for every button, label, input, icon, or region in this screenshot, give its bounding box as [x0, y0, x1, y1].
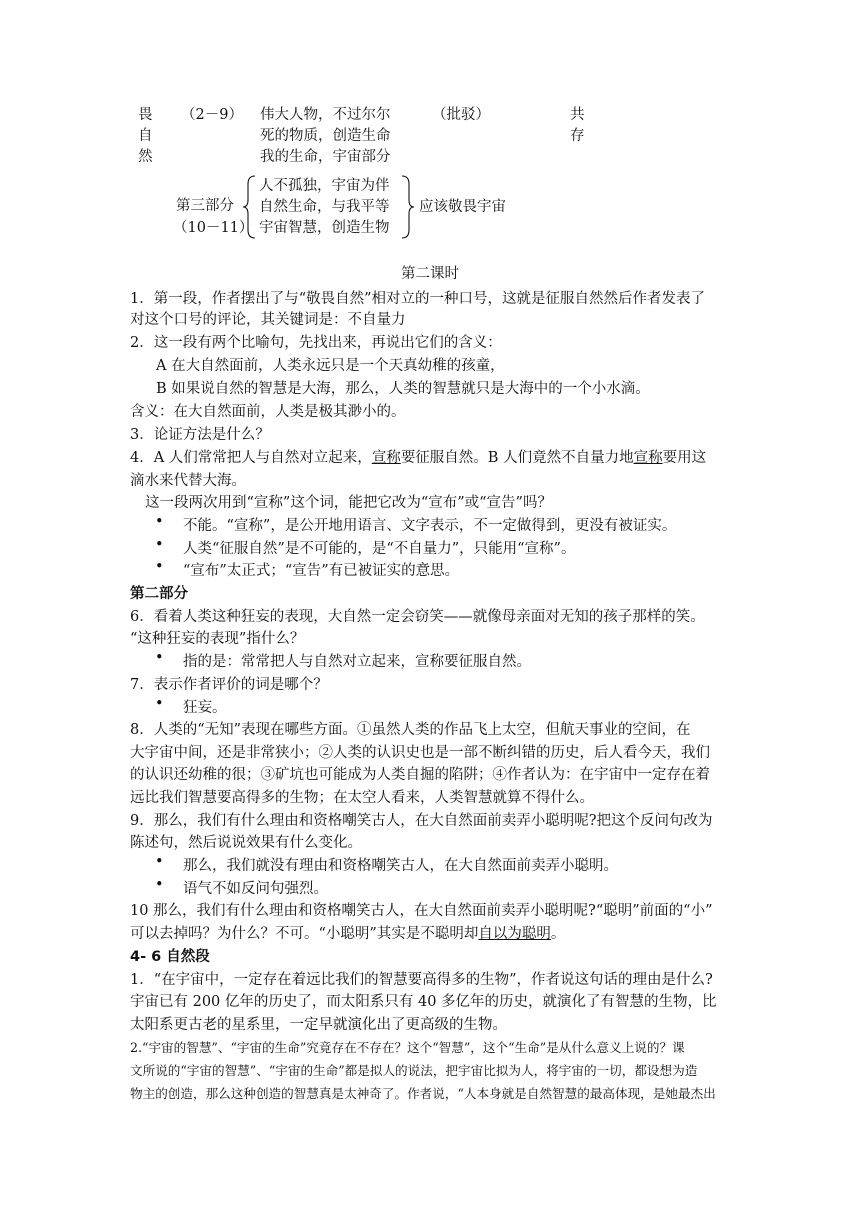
outline-col-3: [260, 105, 391, 168]
bullet-icon: •: [155, 854, 164, 870]
q6-line-1: 6．看着人类这种狂妄的表现，大自然一定会窃笑——就像母亲面对无知的孩子那样的笑。: [130, 609, 705, 625]
q9-line-1: 9．那么，我们有什么理由和资格嘲笑古人，在大自然面前卖弄小聪明呢?把这个反问句改为: [130, 813, 713, 829]
part3-title: 第三部分: [176, 198, 234, 214]
q8-line-4: 远比我们智慧要高得多的生物；在太空人看来，人类智慧就算不得什么。: [130, 790, 594, 806]
underlined-word: 宣称: [371, 450, 401, 466]
answer-bullet: 指的是：常常把人与自然对立起来，宣称要征服自然。: [183, 654, 531, 670]
q10-line-1: 10 那么，我们有什么理由和资格嘲笑古人，在大自然面前卖弄小聪明呢?“聪明”前面的“小”: [130, 903, 713, 919]
bullet-icon: •: [155, 877, 164, 893]
q10-line-2: [130, 922, 730, 943]
m1-line-1: 1．“在宇宙中，一定存在着远比我们的智慧要高得多的生物”，作者说这句话的理由是什么?: [130, 972, 713, 988]
m2-line-2: 文所说的“宇宙的智慧”、“宇宙的生命”都是拟人的说法，把宇宙比拟为人，将宇宙的一切，都设想为造: [130, 1063, 698, 1078]
right-brace-icon: [400, 174, 416, 240]
answer-bullet: 狂妄。: [183, 700, 227, 716]
section-heading: 4- 6 自然段: [130, 949, 210, 965]
answer-bullet: 人类“征服自然”是不可能的，是“不自量力”，只能用“宣称”。: [183, 541, 576, 557]
part3-items: [259, 176, 390, 239]
outline-char: 自: [138, 128, 153, 144]
q4-text: 要征服自然。B 人们竟然不自量力地: [400, 450, 634, 466]
answer-bullet: “宣布”太正式；“宣告”有已被证实的意思。: [183, 563, 460, 579]
answer-bullet: 不能。“宣称”，是公开地用语言、文字表示，不一定做得到，更没有被证实。: [183, 518, 677, 534]
outline-col-1: [138, 105, 153, 168]
q4-text: 4．A 人们常常把人与自然对立起来，: [130, 450, 372, 466]
outline-char: 畏: [138, 107, 153, 123]
part3-item: 自然生命，与我平等: [259, 199, 390, 215]
q10-text: 。: [550, 926, 566, 942]
q1-line-1: 1．第一段，作者摆出了与“敬畏自然”相对立的一种口号，这就是征服自然然后作者发表了: [130, 291, 706, 307]
answer-bullet: 那么，我们就没有理由和资格嘲笑古人，在大自然面前卖弄小聪明。: [183, 858, 618, 874]
lesson-title: 第二课时: [401, 266, 459, 282]
q2-metaphor-b: B 如果说自然的智慧是大海，那么，人类的智慧就只是大海中的一个小水滴。: [156, 381, 650, 397]
outline-range: （2－9）: [181, 107, 243, 123]
q8-line-1: 8．人类的“无知”表现在哪些方面。①虽然人类的作品飞上太空，但航天事业的空间，在: [130, 722, 691, 738]
q4-text: 要用这: [662, 450, 707, 466]
left-brace-icon: [241, 174, 257, 240]
section-heading: 第二部分: [130, 586, 188, 602]
m2-line-3: 物主的创造，那么这种创造的智慧真是太神奇了。作者说，“人本身就是自然智慧的最高体现，是她最杰出: [130, 1086, 716, 1101]
outline-col-5: [570, 105, 585, 147]
part3-range: （10－11）: [173, 220, 254, 236]
answer-bullet: 语气不如反问句强烈。: [183, 881, 328, 897]
outline-item: 伟大人物，不过尔尔: [260, 107, 391, 123]
part3-conclusion: 应该敬畏宇宙: [419, 199, 506, 215]
m1-line-3: 太阳系更古老的星系里，一定早就演化出了更高级的生物。: [130, 1017, 507, 1033]
q2-meaning: 含义：在大自然面前，人类是极其渺小的。: [130, 404, 406, 420]
q7-line: 7．表示作者评价的词是哪个？: [130, 677, 328, 693]
outline-char: 存: [570, 128, 585, 144]
q10-text: 可以去掉吗？为什么？不可。“小聪明”其实是不聪明却: [130, 926, 479, 942]
bullet-icon: •: [155, 514, 164, 530]
m1-line-2: 宇宙已有 200 亿年的历史了，而太阳系只有 40 多亿年的历史，就演化了有智慧的生物，比: [130, 994, 717, 1010]
part3-item: 人不孤独，宇宙为伴: [259, 178, 390, 194]
underlined-phrase: 自以为聪明: [478, 926, 551, 942]
q3-line: 3．论证方法是什么？: [130, 427, 270, 443]
underlined-word: 宣称: [633, 450, 663, 466]
q6-line-2: “这种狂妄的表现”指什么？: [130, 631, 305, 647]
q2-metaphor-a: A 在大自然面前，人类永远只是一个天真幼稚的孩童，: [156, 358, 505, 374]
bullet-icon: •: [155, 559, 164, 575]
outline-char: 共: [570, 107, 585, 123]
m2-line-1: 2.“宇宙的智慧”、“宇宙的生命”究竟存在不存在？这个“智慧”，这个“生命”是从什么意义上说的？课: [130, 1040, 685, 1055]
q8-line-3: 的认识还幼稚的很；③矿坑也可能成为人类自掘的陷阱；④作者认为：在宇宙中一定存在着: [130, 767, 710, 783]
q8-line-2: 大宇宙中间，还是非常狭小；②人类的认识史也是一部不断纠错的历史，后人看今天，我们: [130, 745, 710, 761]
bullet-icon: •: [155, 537, 164, 553]
outline-item: 我的生命，宇宙部分: [260, 149, 391, 165]
outline-char: 然: [138, 149, 153, 165]
bullet-icon: •: [155, 650, 164, 666]
q9-line-2: 陈述句，然后说说效果有什么变化。: [130, 835, 362, 851]
q1-line-2: 对这个口号的评论，其关键词是：不自量力: [130, 312, 406, 328]
q2-line: 2．这一段有两个比喻句，先找出来，再说出它们的含义：: [130, 335, 502, 351]
outline-item: 死的物质，创造生命: [260, 128, 391, 144]
q4-line-2: 滴水来代替大海。: [130, 473, 246, 489]
q4-question: 这一段两次用到“宣称”这个词，能把它改为“宣布”或“宣告”吗？: [145, 495, 552, 511]
q4-line-1: [130, 446, 730, 467]
bullet-icon: •: [155, 696, 164, 712]
part3-item: 宇宙智慧，创造生物: [259, 220, 390, 236]
outline-refute: （批驳）: [432, 107, 490, 123]
